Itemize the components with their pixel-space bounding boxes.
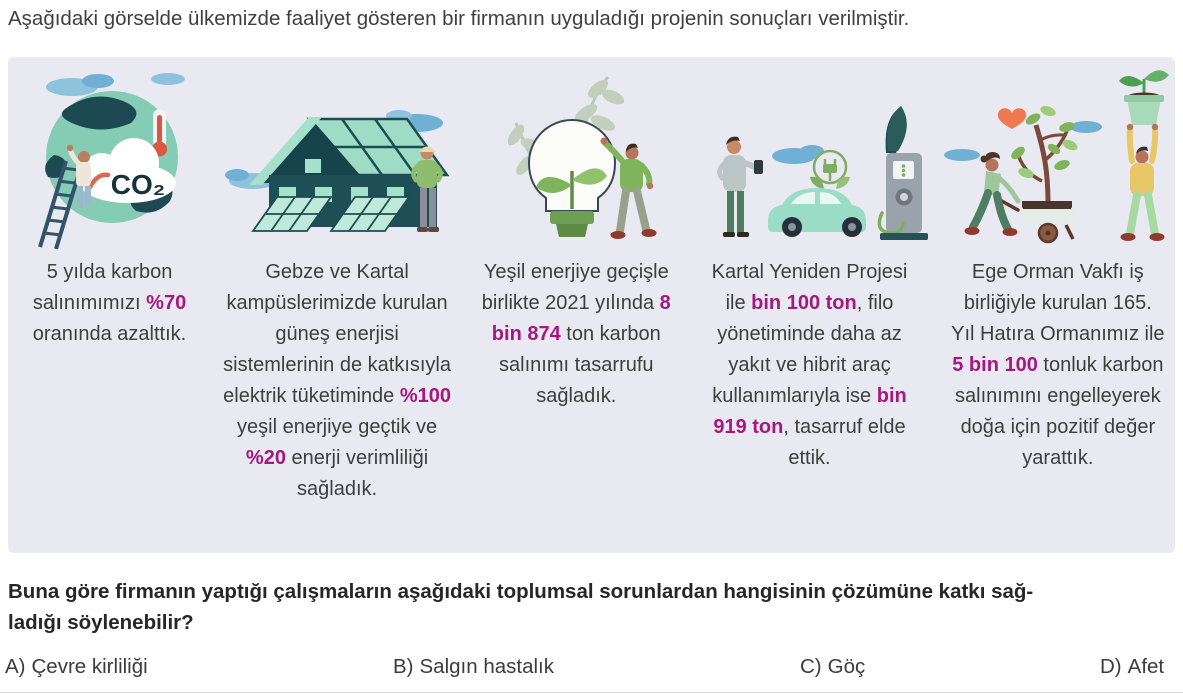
question-text	[8, 576, 1178, 638]
option-label: Afet	[1127, 655, 1165, 678]
option-label: Çevre kirliliği	[31, 655, 148, 678]
result-card	[463, 57, 689, 553]
solar-house-illustration	[211, 57, 463, 249]
option-label: Salgın hastalık	[419, 655, 554, 678]
result-card	[930, 57, 1183, 553]
bottom-divider	[0, 692, 1183, 693]
result-card	[690, 57, 930, 553]
option-c[interactable]	[800, 655, 865, 679]
option-letter: C)	[800, 655, 822, 678]
result-card	[8, 57, 211, 553]
card-text: Kartal Yeniden Projesi ile bin 100 ton, filo yönetiminde daha az yakıt ve hibrit araç kullanımlarıyla ise bin 919 ton, tasarruf elde ettik.	[711, 261, 908, 469]
ev-charging-illustration	[690, 57, 930, 249]
card-text: Yeşil enerjiye geçişle birlikte 2021 yılında 8 bin 874 ton karbon salınımı tasarrufu sağladık.	[481, 261, 671, 407]
co2-label: CO₂	[110, 169, 165, 200]
option-letter: B)	[393, 655, 414, 678]
card-text: Gebze ve Kartal kampüslerimizde kurulan güneş enerjisi sistemlerinin de katkısıyla elektrik tüketiminde %100 yeşil enerjiye geçtik ve %20 enerji verimliliği sağladık.	[223, 261, 452, 500]
results-panel	[8, 57, 1175, 553]
option-letter: A)	[5, 655, 26, 678]
result-card	[211, 57, 463, 553]
earth-co2-illustration	[8, 57, 211, 249]
option-d[interactable]	[1100, 655, 1164, 679]
option-letter: D)	[1100, 655, 1122, 678]
tree-planting-illustration	[930, 57, 1183, 249]
card-text: Ege Orman Vakfı iş birliğiyle kurulan 165. Yıl Hatıra Ormanımız ile 5 bin 100 tonluk karbon salınımını engelleyerek doğa için pozitif değer yarattık.	[951, 261, 1165, 469]
intro-text: Aşağıdaki görselde ülkemizde faaliyet gösteren bir firmanın uyguladığı projenin sonuçları verilmiştir.	[8, 7, 910, 30]
option-label: Göç	[827, 655, 866, 678]
option-a[interactable]	[5, 655, 148, 679]
question-line-2: ladığı söylenebilir?	[8, 611, 194, 634]
bulb-plant-illustration	[463, 57, 689, 249]
option-b[interactable]	[393, 655, 554, 679]
card-text: 5 yılda karbon salınımımızı %70 oranında azalttık.	[32, 261, 187, 345]
question-line-1: Buna göre firmanın yaptığı çalışmaların aşağıdaki toplumsal sorunlardan hangisinin çözümüne katkı sağ-	[8, 580, 1034, 603]
